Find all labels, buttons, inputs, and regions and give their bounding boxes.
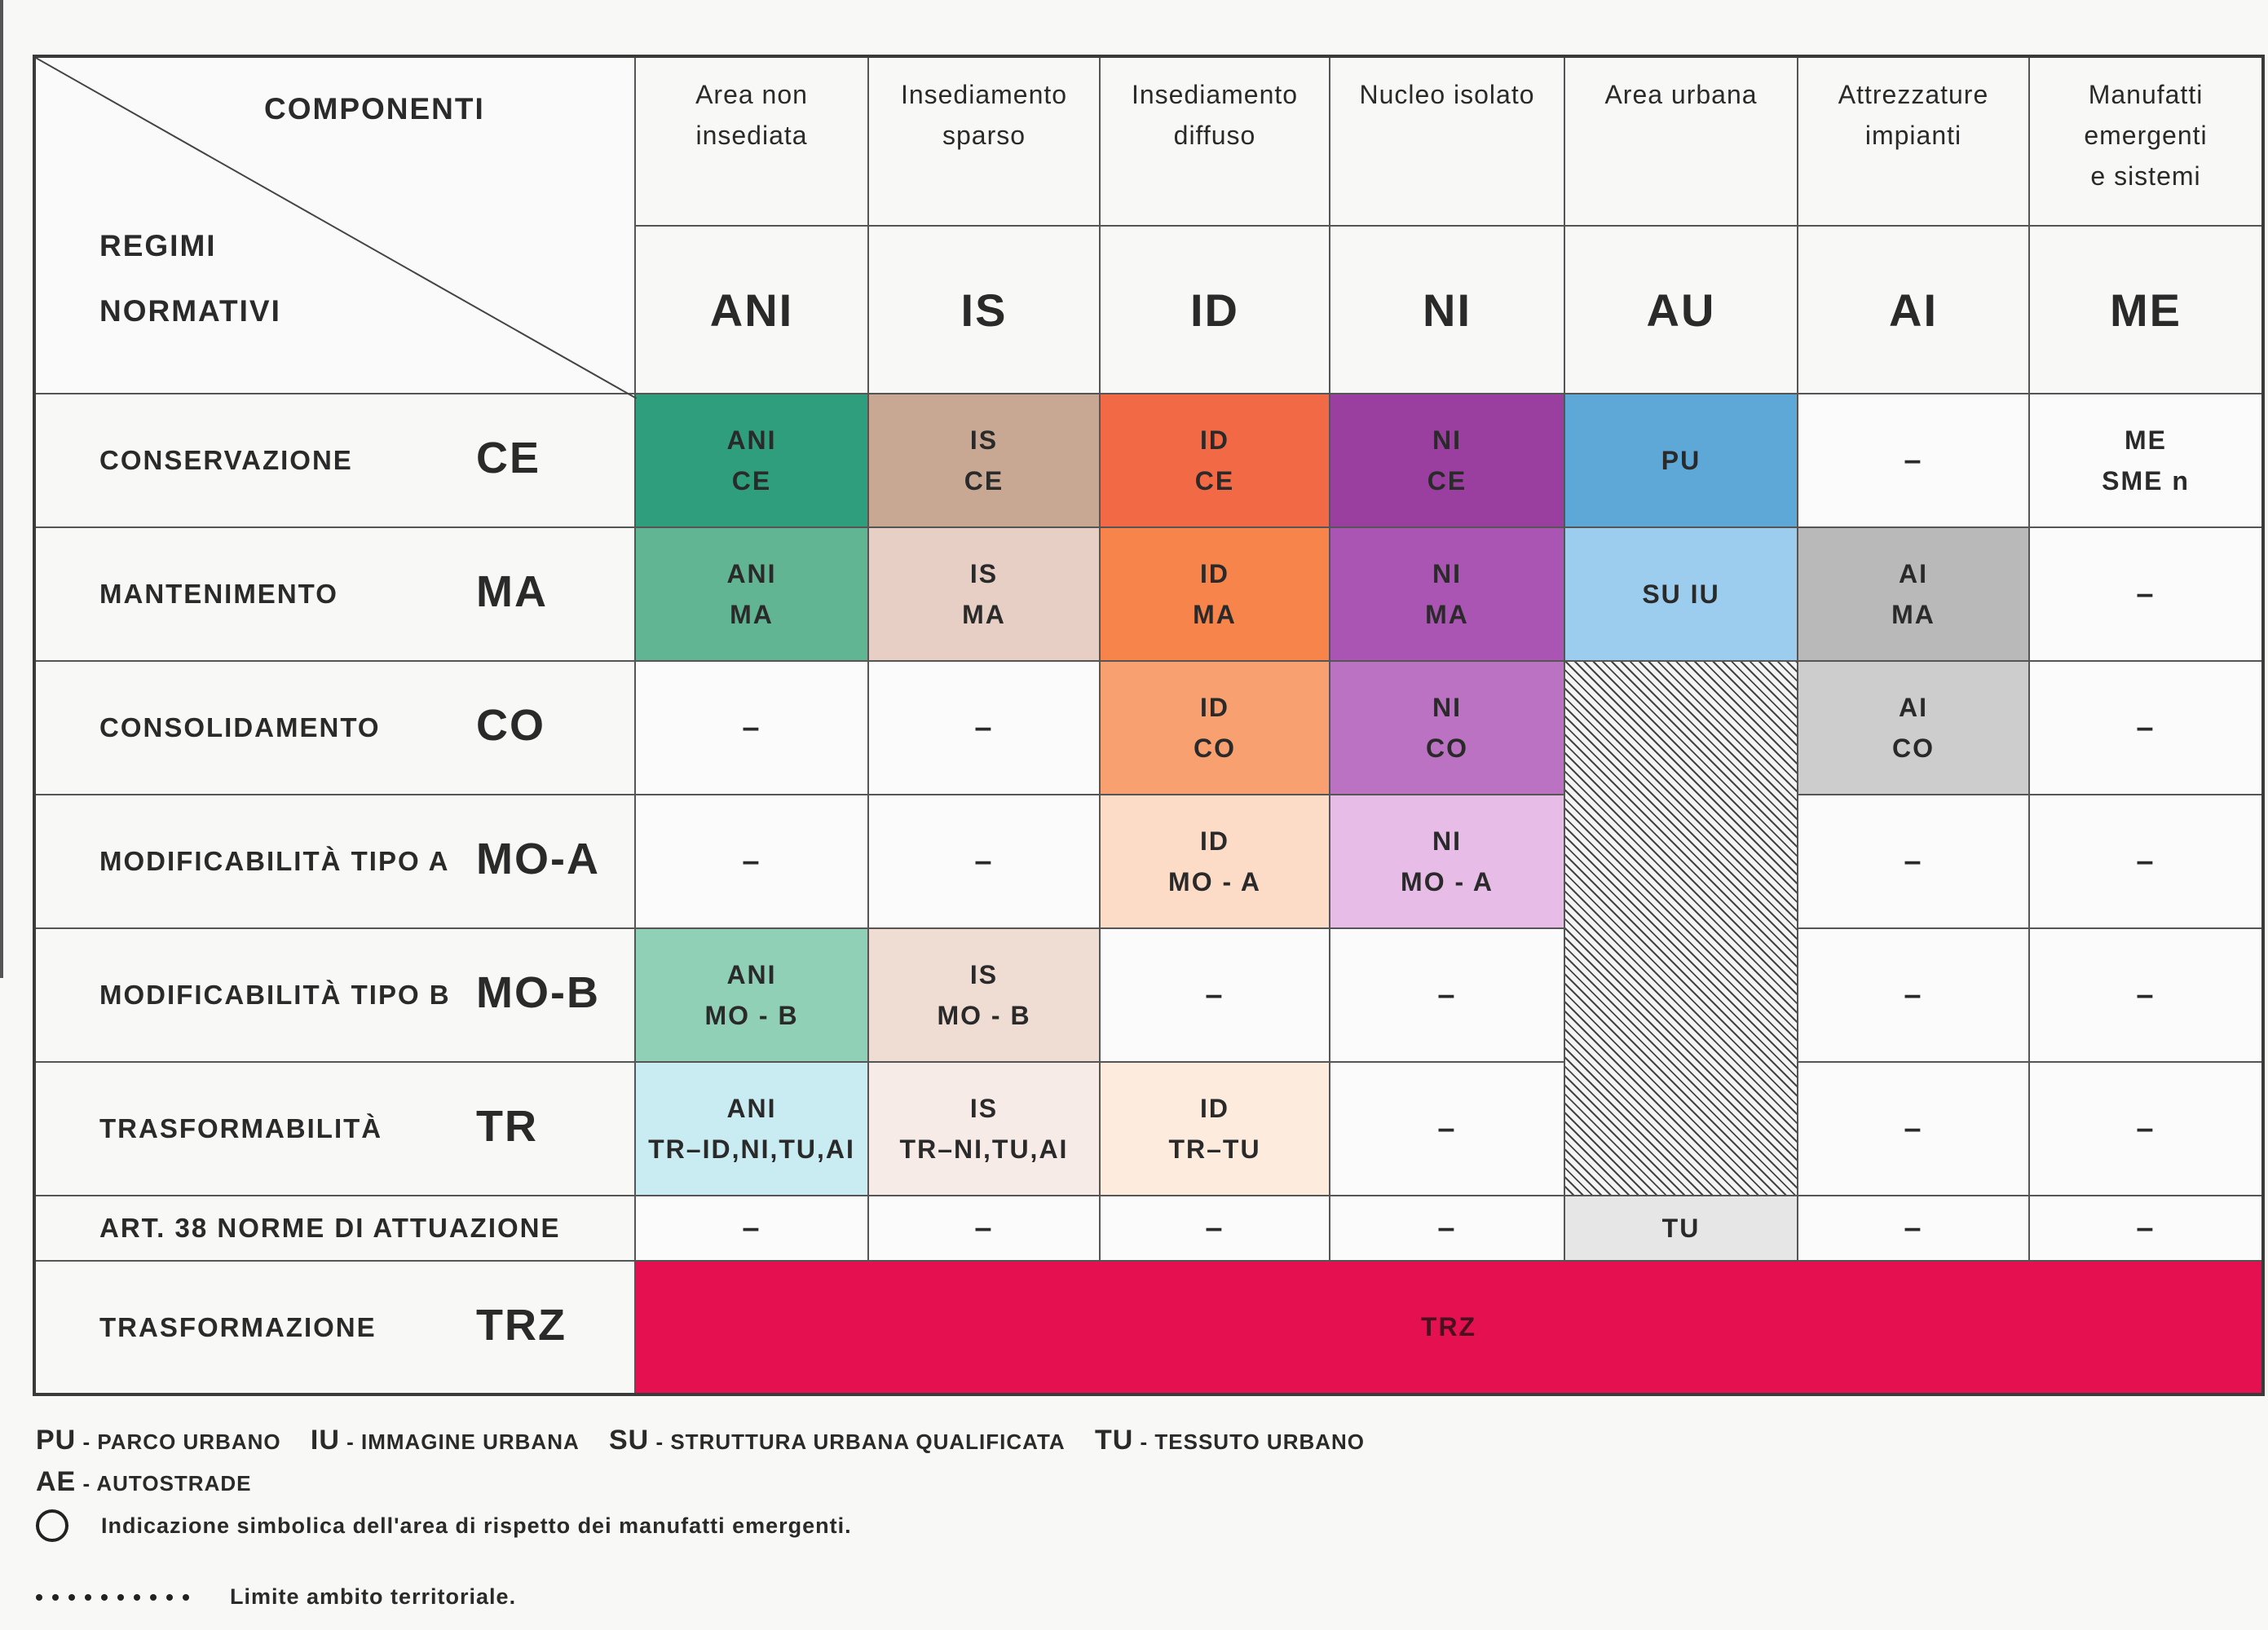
cell-value: ID — [1200, 425, 1229, 455]
matrix-cell — [635, 928, 868, 1062]
row-label: CONSERVAZIONE — [99, 445, 353, 475]
legend-circle-text: Indicazione simbolica dell'area di rispetto dei manufatti emergenti. — [101, 1513, 852, 1538]
cell-value: MA — [1891, 600, 1935, 629]
row-code: TRZ — [476, 1300, 567, 1350]
matrix-cell — [1330, 661, 1564, 795]
matrix-cell — [1564, 527, 1798, 661]
cell-value: TU — [1661, 1214, 1701, 1243]
cell-value: IS — [969, 1094, 999, 1123]
column-name-line: e sistemi — [2090, 161, 2201, 191]
matrix-cell — [1100, 394, 1330, 527]
cell-value: NI — [1432, 425, 1462, 455]
column-name-line: Area non — [695, 80, 808, 109]
row-code: MA — [476, 566, 548, 616]
matrix-cell — [868, 661, 1100, 795]
cell-value: NI — [1432, 559, 1462, 588]
header-row-names — [34, 56, 2263, 226]
matrix-row — [34, 1196, 2263, 1261]
cell-value: ANI — [726, 559, 777, 588]
column-name-line: Insediamento — [900, 80, 1068, 109]
cell-value: ID — [1200, 826, 1229, 856]
matrix-cell — [1798, 527, 2029, 661]
column-name-is — [868, 56, 1100, 226]
matrix-cell — [868, 795, 1100, 928]
dash-value: – — [974, 711, 994, 745]
matrix-cell — [868, 928, 1100, 1062]
row-header — [34, 1196, 635, 1261]
row-header — [34, 795, 635, 928]
cell-value: ME — [2125, 425, 2167, 455]
dash-value: – — [1904, 978, 1923, 1012]
matrix-cell — [868, 527, 1100, 661]
cell-value: MO - A — [1401, 867, 1494, 896]
cell-value: NI — [1432, 693, 1462, 722]
legend-item-tu: TU - TESSUTO URBANO — [1094, 1425, 1366, 1456]
column-code-id: ID — [1100, 226, 1330, 394]
matrix-row — [34, 1062, 2263, 1196]
column-name-line: Area urbana — [1604, 80, 1758, 109]
column-code-ai: AI — [1798, 226, 2029, 394]
column-name-line: Nucleo isolato — [1359, 80, 1535, 109]
column-name-id — [1100, 56, 1330, 226]
row-label: TRASFORMABILITÀ — [99, 1113, 383, 1143]
column-name-line: sparso — [942, 121, 1026, 150]
dash-value: – — [2136, 844, 2155, 879]
legend-item-pu: PU - PARCO URBANO — [36, 1425, 281, 1456]
legend-item-iu: IU - IMMAGINE URBANA — [310, 1425, 580, 1456]
column-name-ai — [1798, 56, 2029, 226]
cell-value: TR–ID,NI,TU,AI — [648, 1134, 855, 1164]
circle-symbol-icon — [36, 1509, 68, 1542]
row-label: MODIFICABILITÀ TIPO B — [99, 980, 451, 1010]
column-code-me: ME — [2029, 226, 2263, 394]
matrix-cell — [635, 661, 868, 795]
column-name-line: diffuso — [1173, 121, 1256, 150]
column-name-line: emergenti — [2084, 121, 2208, 150]
cell-value: ANI — [726, 425, 777, 455]
dash-value: – — [2136, 711, 2155, 745]
row-header — [34, 527, 635, 661]
cell-value: MA — [1193, 600, 1237, 629]
matrix-cell — [1330, 928, 1564, 1062]
matrix-cell — [1798, 928, 2029, 1062]
dash-value: – — [742, 1211, 761, 1245]
cell-value: PU — [1661, 446, 1701, 475]
cell-value: SME n — [2102, 466, 2190, 496]
dash-value: – — [2136, 978, 2155, 1012]
legend-circle-row — [36, 1509, 2237, 1542]
cell-value: AI — [1899, 559, 1928, 588]
matrix-cell — [1100, 661, 1330, 795]
dash-value: – — [974, 844, 994, 879]
trz-span-cell: TRZ — [635, 1261, 2263, 1394]
matrix-cell — [1798, 394, 2029, 527]
matrix-cell — [1100, 795, 1330, 928]
column-code-ani: ANI — [635, 226, 868, 394]
matrix-cell — [635, 1062, 868, 1196]
row-code: CO — [476, 700, 545, 750]
dash-value: – — [2136, 577, 2155, 611]
cell-value: IS — [969, 960, 999, 989]
dash-value: – — [1205, 978, 1224, 1012]
cell-value: TR–NI,TU,AI — [899, 1134, 1069, 1164]
column-name-line: insediata — [695, 121, 808, 150]
cell-value: NI — [1432, 826, 1462, 856]
cell-value: ANI — [726, 960, 777, 989]
row-label: MANTENIMENTO — [99, 579, 338, 609]
matrix-cell — [2029, 394, 2263, 527]
matrix-cell — [1798, 795, 2029, 928]
page-edge — [0, 0, 3, 978]
matrix-cell — [2029, 1196, 2263, 1261]
matrix-cell — [1330, 527, 1564, 661]
cell-value: CE — [731, 466, 772, 496]
matrix-row — [34, 928, 2263, 1062]
cell-value: CE — [1427, 466, 1467, 496]
dash-value: – — [1904, 1211, 1923, 1245]
normativi-label: NORMATIVI — [99, 294, 281, 328]
row-header — [34, 928, 635, 1062]
matrix-cell — [1100, 1196, 1330, 1261]
dash-value: – — [1437, 1112, 1457, 1146]
column-code-ni: NI — [1330, 226, 1564, 394]
matrix-cell — [635, 1196, 868, 1261]
cell-value: MO - B — [937, 1001, 1031, 1030]
column-name-line: impianti — [1864, 121, 1962, 150]
column-code-is: IS — [868, 226, 1100, 394]
dash-value: – — [742, 844, 761, 879]
cell-value: TR–TU — [1168, 1134, 1261, 1164]
row-header — [34, 1261, 635, 1394]
row-header — [34, 1062, 635, 1196]
matrix-cell — [1798, 1196, 2029, 1261]
cell-value: IS — [969, 425, 999, 455]
matrix-row — [34, 795, 2263, 928]
matrix-cell — [1100, 1062, 1330, 1196]
matrix-cell — [2029, 661, 2263, 795]
column-name-ani — [635, 56, 868, 226]
cell-value: AI — [1899, 693, 1928, 722]
regimi-normativi-matrix — [33, 55, 2265, 1396]
column-name-ni — [1330, 56, 1564, 226]
matrix-cell — [635, 394, 868, 527]
cell-value: CO — [1892, 734, 1935, 763]
componenti-label: COMPONENTI — [264, 92, 485, 126]
legend-item-su: SU - STRUTTURA URBANA QUALIFICATA — [608, 1425, 1066, 1456]
matrix-cell — [2029, 928, 2263, 1062]
cell-value: MO - A — [1168, 867, 1261, 896]
cell-value: IS — [969, 559, 999, 588]
dash-value: – — [974, 1211, 994, 1245]
row-label: CONSOLIDAMENTO — [99, 712, 381, 742]
column-code-au: AU — [1564, 226, 1798, 394]
dash-value: – — [1437, 978, 1457, 1012]
matrix-row — [34, 527, 2263, 661]
cell-value: ANI — [726, 1094, 777, 1123]
row-code: TR — [476, 1101, 538, 1151]
matrix-cell — [868, 1062, 1100, 1196]
matrix-row — [34, 1261, 2263, 1394]
matrix-cell — [1330, 1062, 1564, 1196]
hatched-area-cell — [1564, 661, 1798, 1196]
column-name-line: Insediamento — [1131, 80, 1299, 109]
regimi-label: REGIMI — [99, 229, 217, 262]
matrix-cell — [1798, 1062, 2029, 1196]
cell-value: ID — [1200, 559, 1229, 588]
matrix-cell — [868, 394, 1100, 527]
row-label: TRASFORMAZIONE — [99, 1311, 377, 1342]
legend-dots-text: Limite ambito territoriale. — [230, 1584, 517, 1609]
matrix-cell — [1564, 394, 1798, 527]
dash-value: – — [1904, 844, 1923, 879]
matrix-cell — [1100, 928, 1330, 1062]
cell-value: ID — [1200, 1094, 1229, 1123]
cell-value: MA — [1425, 600, 1469, 629]
cell-value: CE — [1194, 466, 1235, 496]
matrix-cell — [868, 1196, 1100, 1261]
legend — [36, 1425, 2237, 1610]
cell-value: CO — [1194, 734, 1236, 763]
row-label: MODIFICABILITÀ TIPO A — [99, 846, 450, 876]
row-label: ART. 38 NORME DI ATTUAZIONE — [99, 1213, 561, 1243]
matrix-row — [34, 661, 2263, 795]
dash-value: – — [1904, 1112, 1923, 1146]
cell-value: MA — [962, 600, 1006, 629]
dash-value: – — [1904, 443, 1923, 478]
dash-value: – — [2136, 1211, 2155, 1245]
cell-value: MO - B — [704, 1001, 799, 1030]
matrix-cell — [1100, 527, 1330, 661]
legend-abbreviations — [36, 1425, 2237, 1456]
column-name-line: Manufatti — [2088, 80, 2204, 109]
matrix-row — [34, 394, 2263, 527]
matrix-cell — [1330, 394, 1564, 527]
legend-dots-row — [36, 1584, 2237, 1610]
row-code: MO-B — [476, 967, 600, 1017]
dotted-line-icon — [36, 1594, 199, 1601]
row-code: MO-A — [476, 834, 600, 883]
row-code: CE — [476, 433, 541, 482]
matrix-cell — [1330, 1196, 1564, 1261]
cell-value: ID — [1200, 693, 1229, 722]
matrix-cell — [1330, 795, 1564, 928]
cell-value: SU IU — [1642, 579, 1720, 609]
matrix-cell — [2029, 527, 2263, 661]
legend-item-ae: AE - AUTOSTRADE — [36, 1466, 252, 1497]
dash-value: – — [1437, 1211, 1457, 1245]
dash-value: – — [742, 711, 761, 745]
cell-value: CO — [1426, 734, 1468, 763]
dash-value: – — [2136, 1112, 2155, 1146]
matrix-cell — [2029, 795, 2263, 928]
column-name-au — [1564, 56, 1798, 226]
cell-value: MA — [730, 600, 774, 629]
dash-value: – — [1205, 1211, 1224, 1245]
matrix-cell — [2029, 1062, 2263, 1196]
row-header — [34, 661, 635, 795]
corner-cell — [34, 56, 635, 394]
cell-value: CE — [964, 466, 1004, 496]
matrix-cell — [1798, 661, 2029, 795]
matrix-cell — [1564, 1196, 1798, 1261]
column-name-me — [2029, 56, 2263, 226]
matrix-cell — [635, 527, 868, 661]
matrix-cell — [635, 795, 868, 928]
column-name-line: Attrezzature — [1838, 80, 1989, 109]
row-header — [34, 394, 635, 527]
